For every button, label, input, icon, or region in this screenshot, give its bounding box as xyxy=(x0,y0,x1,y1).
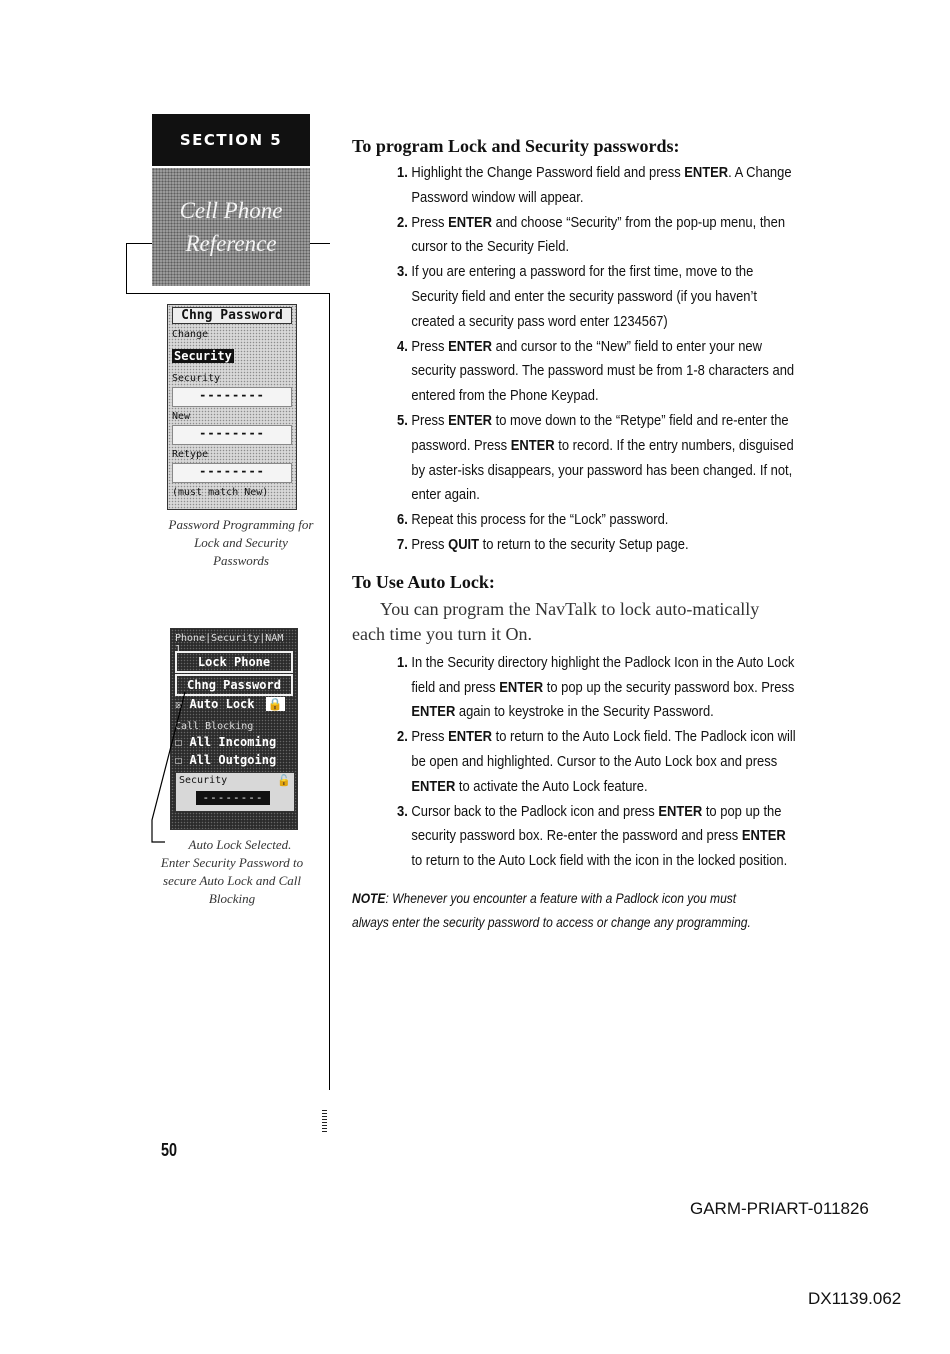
checked-box-icon: ☒ xyxy=(175,697,183,711)
step-item: 3. If you are entering a password for the first time, move to the Security field and enter the security password (if you haven’t created a security pass word enter 1234567) xyxy=(411,260,798,334)
step-item: 2. Press ENTER to return to the Auto Lock field. The Padlock icon will be open and highlighted. Cursor to the Auto Lock box and press ENTER to activate the Auto Lock feature. xyxy=(411,725,798,799)
bates-stamp: GARM-PRIART-011826 xyxy=(690,1199,869,1218)
chng-password-button[interactable]: Chng Password xyxy=(175,674,293,696)
popup-open-lock-icon: 🔓 xyxy=(277,774,291,787)
checkbox-icon: ☐ xyxy=(175,753,183,767)
selected-security-option[interactable]: Security xyxy=(174,349,232,363)
rule-right-stub xyxy=(310,243,330,244)
step-item: 1. Highlight the Change Password field and press ENTER. A Change Password window will appear. xyxy=(411,161,798,211)
step-item: 6. Repeat this process for the “Lock” password. xyxy=(411,508,798,533)
new-field[interactable]: -------- xyxy=(172,425,292,445)
caption2-line-2: Enter Security Password to xyxy=(160,855,304,870)
popup-password-field[interactable]: -------- xyxy=(196,791,270,805)
caption1-line-3: Passwords xyxy=(213,553,269,568)
heading-auto-lock: To Use Auto Lock: xyxy=(352,571,495,592)
heading-program-passwords: To program Lock and Security passwords: xyxy=(352,136,680,156)
banner-line-2: Reference xyxy=(185,231,277,256)
page-edge-marker xyxy=(322,1110,327,1132)
caption1-line-1: Password Programming for xyxy=(168,517,314,532)
new-label: New xyxy=(172,411,191,422)
popup-security-label: Security xyxy=(179,775,228,786)
rule-under-banner xyxy=(126,293,330,294)
screen-change-password xyxy=(167,304,297,510)
auto-lock-intro: You can program the NavTalk to lock auto-matically each time you turn it On. xyxy=(352,598,760,644)
note-label: NOTE xyxy=(352,889,386,906)
checkbox-icon: ☐ xyxy=(175,735,183,749)
rule-left-drop xyxy=(126,243,127,293)
match-hint: (must match New) xyxy=(172,487,269,498)
main-content xyxy=(352,136,796,935)
screen-security-menu xyxy=(170,628,298,830)
all-outgoing-row[interactable] xyxy=(175,753,293,767)
step-item: 5. Press ENTER to move down to the “Retype” field and re-enter the password. Press ENTER to record. If the entry numbers, disguised by aster-isks disappears, your password has been changed. If not, enter again. xyxy=(411,409,798,508)
padlock-icon[interactable]: 🔒 xyxy=(267,697,283,711)
program-passwords-steps xyxy=(352,161,798,558)
all-incoming-row[interactable] xyxy=(175,735,293,749)
caption-auto-lock xyxy=(140,836,324,908)
auto-lock-row[interactable] xyxy=(175,697,293,711)
security-field[interactable]: -------- xyxy=(172,387,292,407)
security-password-popup xyxy=(175,772,295,812)
caption2-line-4: Blocking xyxy=(208,891,256,906)
caption-password-programming xyxy=(150,516,332,570)
section-banner xyxy=(152,168,310,286)
caption2-line-3: secure Auto Lock and Call xyxy=(163,873,301,888)
rule-left-stub xyxy=(126,243,152,244)
step-item: 3. Cursor back to the Padlock icon and press ENTER to pop up the security password box. Re-enter the password and press ENTER to return to the Auto Lock field with the icon in the locked position. xyxy=(411,800,798,874)
screen2-tabs: Phone|Security|NAM 1 xyxy=(175,633,284,655)
change-label: Change xyxy=(172,329,209,340)
page-number: 50 xyxy=(161,1140,178,1160)
retype-label: Retype xyxy=(172,449,209,460)
screen-title: Chng Password xyxy=(172,307,292,324)
note-paragraph xyxy=(352,886,756,935)
caption2-line-1: Auto Lock Selected. xyxy=(188,837,292,852)
selected-row xyxy=(172,345,292,364)
all-incoming-label: All Incoming xyxy=(189,735,277,749)
step-item: 7. Press QUIT to return to the security Setup page. xyxy=(411,533,798,558)
auto-lock-steps xyxy=(352,651,798,874)
section-label: SECTION 5 xyxy=(179,131,283,149)
step-item: 1. In the Security directory highlight the Padlock Icon in the Auto Lock field and press ENTER to pop up the security password box. Press ENTER again to keystroke in the Security Password. xyxy=(411,651,798,725)
exhibit-stamp: DX1139.062 xyxy=(808,1289,902,1308)
rule-sidebar-divider xyxy=(329,293,330,1090)
call-blocking-label: Call Blocking xyxy=(175,721,254,732)
all-outgoing-label: All Outgoing xyxy=(189,753,277,767)
section-tab xyxy=(152,114,310,166)
caption1-line-2: Lock and Security xyxy=(194,535,288,550)
step-item: 2. Press ENTER and choose “Security” from the pop-up menu, then cursor to the Security Field. xyxy=(411,211,798,261)
security-label: Security xyxy=(172,373,221,384)
retype-field[interactable]: -------- xyxy=(172,463,292,483)
step-item: 4. Press ENTER and cursor to the “New” field to enter your new security password. The password must be from 1-8 characters and entered from the Phone Keypad. xyxy=(411,335,798,409)
banner-line-1: Cell Phone xyxy=(179,198,283,223)
lock-phone-button[interactable]: Lock Phone xyxy=(175,651,293,673)
note-text: : Whenever you encounter a feature with a Padlock icon you must always enter the security password to access or change any programming. xyxy=(352,889,751,931)
auto-lock-label: Auto Lock xyxy=(189,697,255,711)
